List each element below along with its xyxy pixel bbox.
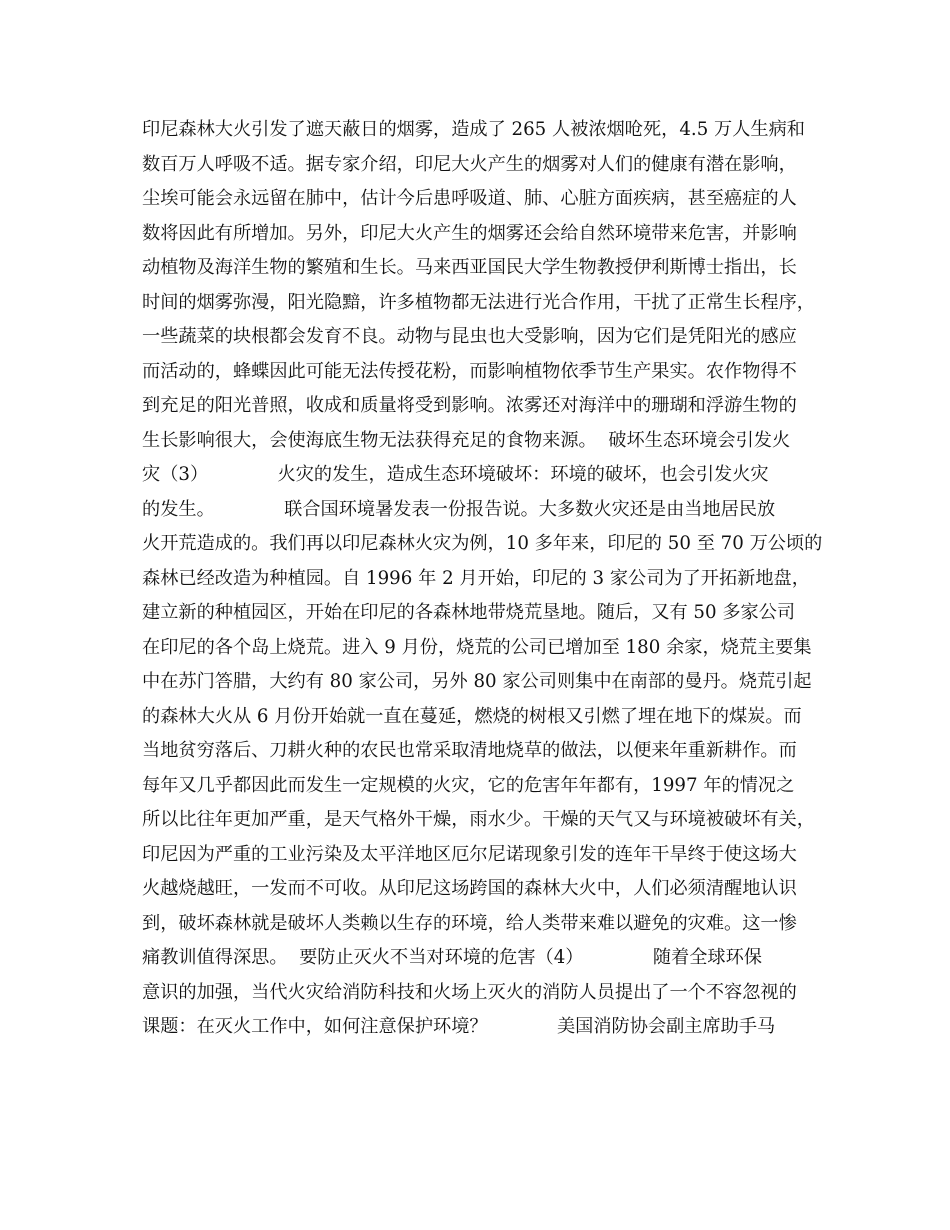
text-line: 灾（3） 火灾的发生，造成生态环境破坏：环境的破坏，也会引发火灾 [142,464,769,485]
text-line: 中在苏门答腊，大约有 80 家公司，另外 80 家公司则集中在南部的曼丹。烧荒引起 [142,671,812,692]
text-line: 的发生。 联合国环境暑发表一份报告说。大多数火灾还是由当地居民放 [142,498,776,520]
text-line: 印尼森林大火引发了遮天蔽日的烟雾，造成了 265 人被浓烟呛死，4.5 万人生病和 [142,119,805,140]
text-line: 森林已经改造为种植园。自 1996 年 2 月开始，印尼的 3 家公司为了开拓新地盘， [142,567,810,589]
text-line: 课题：在灭火工作中，如何注意保护环境？ 美国消防协会副主席助手马 [142,1016,776,1037]
text-line: 数百万人呼吸不适。据专家介绍，印尼大火产生的烟雾对人们的健康有潜在影响， [142,153,797,175]
text-line: 到，破坏森林就是破坏人类赖以生存的环境，给人类带来难以避免的灾难。这一惨 [142,912,797,934]
text-line: 建立新的种植园区，开始在印尼的各森林地带烧荒垦地。随后，又有 50 多家公司 [142,602,796,623]
text-line: 火开荒造成的。我们再以印尼森林火灾为例，10 多年来，印尼的 50 至 70 万公顷的 [142,533,823,554]
text-line: 生长影响很大，会使海底生物无法获得充足的食物来源。 破坏生态环境会引发火 [142,429,791,451]
text-line: 到充足的阳光普照，收成和质量将受到影响。浓雾还对海洋中的珊瑚和浮游生物的 [142,395,797,416]
text-line: 时间的烟雾弥漫，阳光隐黯，许多植物都无法进行光合作用，干扰了正常生长程序， [142,291,815,313]
text-line: 每年又几乎都因此而发生一定规模的火灾，它的危害年年都有，1997 年的情况之 [142,774,795,796]
text-line: 火越烧越旺，一发而不可收。从印尼这场跨国的森林大火中，人们必须清醒地认识 [142,878,797,899]
text-line: 动植物及海洋生物的繁殖和生长。马来西亚国民大学生物教授伊利斯博士指出，长 [142,257,797,278]
text-line: 痛教训值得深思。 要防止灭火不当对环境的危害（4） 随着全球环保 [142,947,762,968]
text-line: 当地贫穷落后、刀耕火种的农民也常采取清地烧草的做法，以便来年重新耕作。而 [142,740,797,761]
text-line: 的森林大火从 6 月份开始就一直在蔓延，燃烧的树根又引燃了埋在地下的煤炭。而 [142,705,802,727]
text-line: 数将因此有所增加。另外，印尼大火产生的烟雾还会给自然环境带来危害，并影响 [142,222,797,244]
text-line: 而活动的，蜂蝶因此可能无法传授花粉，而影响植物依季节生产果实。农作物得不 [142,360,797,382]
text-line: 一些蔬菜的块根都会发育不良。动物与昆虫也大受影响，因为它们是凭阳光的感应 [142,326,797,347]
text-line: 所以比往年更加严重，是天气格外干燥，雨水少。干燥的天气又与环境被破坏有关， [142,809,815,830]
text-line: 尘埃可能会永远留在肺中，估计今后患呼吸道、肺、心脏方面疾病，甚至癌症的人 [142,188,797,209]
text-line: 意识的加强，当代火灾给消防科技和火场上灭火的消防人员提出了一个不容忽视的 [142,981,797,1003]
text-line: 在印尼的各个岛上烧荒。进入 9 月份，烧荒的公司已增加至 180 余家，烧荒主要集 [142,636,812,658]
text-line: 印尼因为严重的工业污染及太平洋地区厄尔尼诺现象引发的连年干旱终于使这场大 [142,843,797,865]
body-text [142,113,832,1045]
